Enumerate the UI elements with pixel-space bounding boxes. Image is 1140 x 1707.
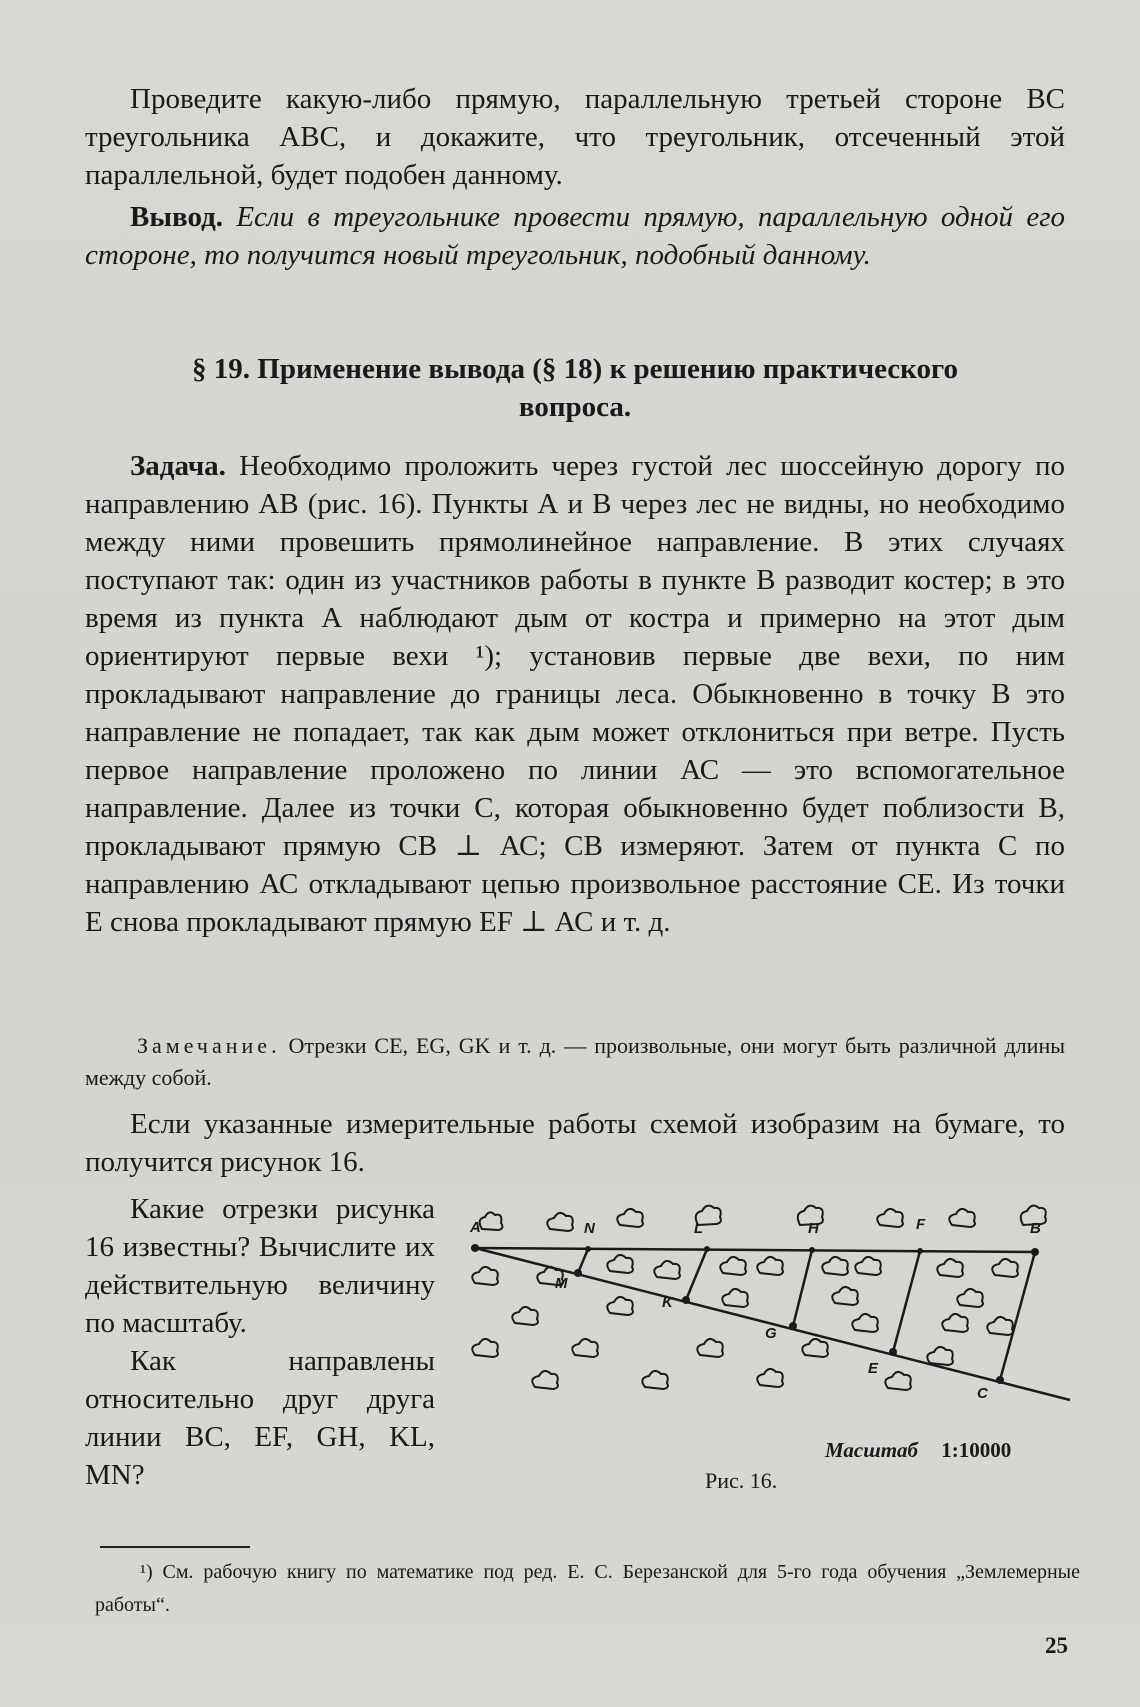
point-a xyxy=(471,1244,479,1252)
tree-icon xyxy=(547,1213,573,1231)
task-block xyxy=(85,447,1065,941)
tree-icon xyxy=(607,1255,633,1273)
task-label: Задача. xyxy=(130,450,226,482)
label-a: A xyxy=(470,1219,481,1236)
tree-icon xyxy=(802,1339,828,1357)
tree-icon xyxy=(697,1339,723,1357)
task-text: Необходимо проложить через густой лес шоссейную дорогу по направлению АВ (рис. 16). Пункты А и В через лес не видны, но необходимо между ними провешить прямолинейное направление. В этих случаях поступают так: один из участников работы в пункте В разводит костер; в это время из пункта А наблюдают дым от костра и примерно на этот дым ориентируют первые вехи ¹); установив первые две вехи, по ним прокладывают направление до границы леса. Обыкновенно в точку В это направление не попадает, так как дым может отклониться при ветре. Пусть первое направление проложено по линии АС — это вспомогательное направление. Далее из точки С, которая обыкновенно будет поблизости В, прокладывают прямую СВ ⊥ АС; СВ измеряют. Затем от пункта С по направлению АС откладывают цепью произвольное расстояние СЕ. Из точки Е снова прокладывают прямую EF ⊥ АС и т. д. xyxy=(85,450,1066,938)
figure-intro-paragraph: Если указанные измерительные работы схемой изобразим на бумаге, то получится рисунок 16. xyxy=(85,1108,1065,1178)
tree-icon xyxy=(937,1259,963,1277)
tree-icon xyxy=(942,1314,968,1332)
figure-intro-block xyxy=(85,1105,1065,1181)
footnote-rule xyxy=(100,1546,250,1548)
point-c xyxy=(996,1376,1004,1384)
footnote: ¹) См. рабочую книгу по математике под ред. Е. С. Березанской для 5-го года обучения „Землемерные работы“. xyxy=(95,1561,1080,1616)
tree-icon xyxy=(877,1209,903,1227)
scale-label: Масштаб xyxy=(825,1438,919,1462)
tree-icon xyxy=(992,1259,1018,1277)
tree-icon xyxy=(852,1314,878,1332)
label-n: N xyxy=(584,1220,595,1237)
page-number: 25 xyxy=(1045,1633,1068,1658)
tree-icon xyxy=(722,1289,748,1307)
line-ef xyxy=(893,1251,920,1352)
tree-icon xyxy=(607,1297,633,1315)
remark-text: Отрезки СЕ, EG, GK и т. д. — произвольные, они могут быть различной длины между собой. xyxy=(85,1033,1065,1090)
question-1: Какие отрезки рисунка 16 известны? Вычислите их действительную величину по масштабу. xyxy=(85,1193,435,1339)
intro-block xyxy=(85,80,1065,194)
scale-value: 1:10000 xyxy=(941,1438,1012,1462)
question-2: Как направлены относительно друг друга линии ВС, EF, GH, KL, MN? xyxy=(85,1345,435,1491)
tree-icon xyxy=(757,1369,783,1387)
figure-caption: Рис. 16. xyxy=(705,1468,778,1493)
point-l xyxy=(704,1246,710,1252)
tree-icon xyxy=(532,1371,558,1389)
tree-icon xyxy=(927,1347,953,1365)
tree-icon xyxy=(957,1289,983,1307)
point-h xyxy=(809,1247,815,1253)
label-k: K xyxy=(662,1294,673,1311)
tree-icon xyxy=(832,1287,858,1305)
tree-icon xyxy=(472,1339,498,1357)
conclusion-label: Вывод. xyxy=(130,201,224,233)
conclusion-paragraph xyxy=(85,198,1065,274)
tree-icon xyxy=(472,1267,498,1285)
point-f xyxy=(917,1248,923,1254)
line-gh xyxy=(793,1250,812,1326)
point-k xyxy=(682,1296,690,1304)
conclusion-text: Если в треугольнике провести прямую, параллельную одной его стороне, то получится новый треугольник, подобный данному. xyxy=(85,201,1066,271)
tree-icon xyxy=(855,1257,881,1275)
point-g xyxy=(789,1322,797,1330)
label-b: B xyxy=(1030,1220,1041,1237)
tree-icon xyxy=(512,1307,538,1325)
section-heading xyxy=(85,350,1065,426)
tree-icon xyxy=(822,1257,848,1275)
label-c: C xyxy=(977,1385,988,1402)
label-f: F xyxy=(916,1216,926,1233)
point-b xyxy=(1031,1248,1039,1256)
point-n xyxy=(585,1246,591,1252)
tree-icon xyxy=(642,1371,668,1389)
tree-symbols xyxy=(472,1206,1046,1390)
tree-icon xyxy=(720,1257,746,1275)
tree-icon xyxy=(480,1212,503,1230)
tree-icon xyxy=(949,1209,975,1227)
figure-scale xyxy=(825,1438,1011,1463)
point-m xyxy=(574,1269,582,1277)
section-title-line1: § 19. Применение вывода (§ 18) к решению практического xyxy=(192,353,958,385)
label-l: L xyxy=(694,1220,704,1237)
section-title-line2: вопроса. xyxy=(518,391,632,423)
label-h: H xyxy=(808,1220,819,1237)
tree-icon xyxy=(654,1261,680,1279)
remark-paragraph xyxy=(85,1030,1065,1094)
remark-label: Замечание. xyxy=(137,1033,281,1058)
line-ac xyxy=(475,1248,1070,1400)
questions-block xyxy=(85,1190,435,1494)
label-g: G xyxy=(765,1325,777,1342)
figure-16 xyxy=(460,1195,1080,1420)
tree-icon xyxy=(885,1372,911,1390)
remark-block xyxy=(85,1030,1065,1094)
tree-icon xyxy=(572,1339,598,1357)
point-e xyxy=(889,1348,897,1356)
tree-icon xyxy=(987,1317,1013,1335)
line-kl xyxy=(686,1249,707,1300)
intro-paragraph: Проведите какую-либо прямую, параллельную третьей стороне ВС треугольника АВС, и докажите, что треугольник, отсеченный этой параллельной, будет подобен данному. xyxy=(85,83,1065,191)
survey-lines xyxy=(475,1248,1070,1400)
label-e: E xyxy=(868,1360,879,1377)
label-m: M xyxy=(555,1275,568,1292)
conclusion-block xyxy=(85,198,1065,274)
task-paragraph xyxy=(85,447,1065,941)
line-ab xyxy=(475,1248,1035,1252)
tree-icon xyxy=(617,1209,643,1227)
tree-icon xyxy=(757,1257,783,1275)
